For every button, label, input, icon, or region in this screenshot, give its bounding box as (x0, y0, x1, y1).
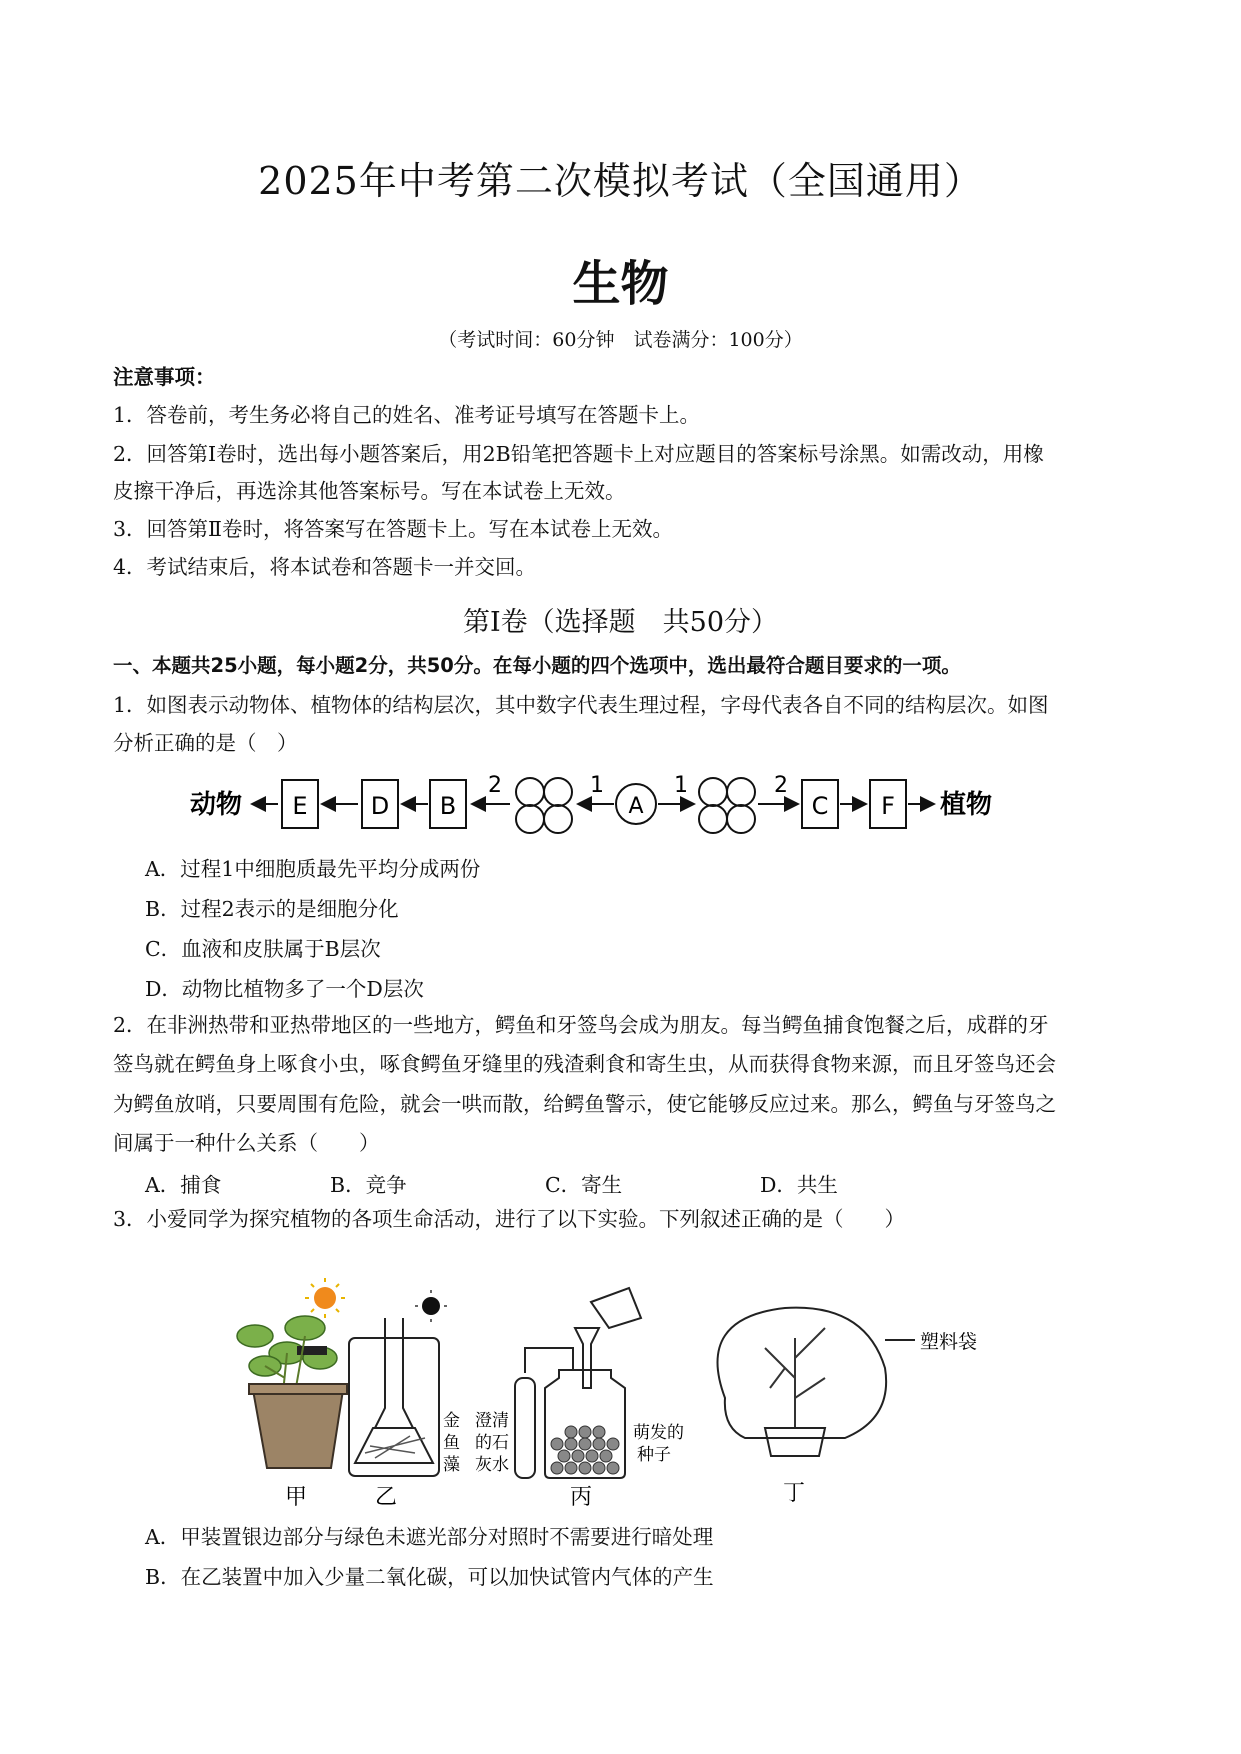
option: B．在乙装置中加入少量二氧化碳，可以加快试管内气体的产生 (145, 1565, 714, 1589)
question-3-stem: 3．小爱同学为探究植物的各项生命活动，进行了以下实验。下列叙述正确的是（ ） (113, 1207, 906, 1231)
box-f-label: F (881, 792, 895, 820)
question-1-stem: 分析正确的是（ ） (113, 731, 298, 755)
option: A．甲装置银边部分与绿色未遮光部分对照时不需要进行暗处理 (145, 1525, 714, 1549)
label-jinyuzao: 藻 (443, 1455, 460, 1475)
label-jinyuzao: 鱼 (443, 1433, 460, 1453)
device-yi (349, 1290, 460, 1510)
notice-item: 1．答卷前，考生务必将自己的姓名、准考证号填写在答题卡上。 (113, 403, 701, 427)
sun-icon (422, 1297, 440, 1315)
cell-a-label: A (628, 794, 644, 819)
section-instruction: 一、本题共25小题，每小题2分，共50分。在每小题的四个选项中，选出最符合题目要求的一项。 (113, 654, 961, 677)
exam-title: 2025年中考第二次模拟考试（全国通用） (258, 159, 983, 203)
label-jia: 甲 (285, 1485, 308, 1510)
label-shihui: 的石 (475, 1433, 509, 1453)
process-2-label: 2 (774, 773, 788, 798)
experiment-figure (225, 1278, 1015, 1518)
notice-item: 3．回答第Ⅱ卷时，将答案写在答题卡上。写在本试卷上无效。 (113, 517, 673, 541)
label-yi: 乙 (375, 1485, 398, 1510)
label-zhongzi: 萌发的 (633, 1423, 684, 1443)
option: D．动物比植物多了一个D层次 (145, 977, 424, 1001)
plant-label: 植物 (940, 790, 993, 820)
section-title: 第Ⅰ卷（选择题 共50分） (462, 607, 779, 638)
question-2-stem: 间属于一种什么关系（ ） (113, 1131, 380, 1155)
label-ding: 丁 (783, 1481, 806, 1506)
box-d-label: D (370, 792, 390, 820)
animal-label: 动物 (190, 790, 243, 820)
label-zhongzi: 种子 (637, 1445, 671, 1465)
option: C．血液和皮肤属于B层次 (145, 937, 381, 961)
question-2-stem: 为鳄鱼放哨，只要周围有危险，就会一哄而散，给鳄鱼警示，使它能够反应过来。那么，鳄鱼与牙签鸟之 (113, 1092, 1056, 1116)
device-bing (475, 1288, 684, 1510)
label-shihui: 澄清 (475, 1411, 509, 1431)
notice-heading: 注意事项： (113, 365, 216, 389)
process-1-label: 1 (674, 773, 688, 798)
box-c-label: C (811, 792, 829, 820)
device-ding (718, 1308, 978, 1506)
question-2-stem: 2．在非洲热带和亚热带地区的一些地方，鳄鱼和牙签鸟会成为朋友。每当鳄鱼捕食饱餐之后，成群的牙 (113, 1013, 1049, 1037)
label-jinyuzao: 金 (443, 1411, 460, 1431)
question-2-stem: 签鸟就在鳄鱼身上啄食小虫，啄食鳄鱼牙缝里的残渣剩食和寄生虫，从而获得食物来源，而且牙签鸟还会 (113, 1052, 1056, 1076)
option: C．寄生 (545, 1173, 623, 1197)
process-1-label: 1 (590, 773, 604, 798)
option: A．过程1中细胞质最先平均分成两份 (145, 857, 481, 881)
option: B．过程2表示的是细胞分化 (145, 897, 399, 921)
label-bag: 塑料袋 (920, 1331, 978, 1353)
option: A．捕食 (145, 1173, 222, 1197)
label-bing: 丙 (570, 1485, 593, 1510)
process-2-label: 2 (488, 773, 502, 798)
box-b-label: B (439, 792, 457, 820)
exam-meta: （考试时间：60分钟 试卷满分：100分） (438, 329, 803, 351)
notice-item: 皮擦干净后，再选涂其他答案标号。写在本试卷上无效。 (113, 479, 626, 503)
subject-title: 生物 (572, 256, 669, 312)
option: D．共生 (760, 1173, 838, 1197)
option: B．竞争 (330, 1173, 407, 1197)
device-jia (237, 1278, 347, 1510)
sun-icon (305, 1278, 345, 1318)
label-shihui: 灰水 (475, 1455, 509, 1475)
question-1-stem: 1．如图表示动物体、植物体的结构层次，其中数字代表生理过程，字母代表各自不同的结构层次。如图 (113, 693, 1049, 717)
structure-level-diagram (190, 768, 1060, 840)
notice-item: 4．考试结束后，将本试卷和答题卡一并交回。 (113, 555, 537, 579)
box-e-label: E (292, 792, 308, 820)
notice-item: 2．回答第Ⅰ卷时，选出每小题答案后，用2B铅笔把答题卡上对应题目的答案标号涂黑。如需改动，用橡 (113, 442, 1044, 466)
